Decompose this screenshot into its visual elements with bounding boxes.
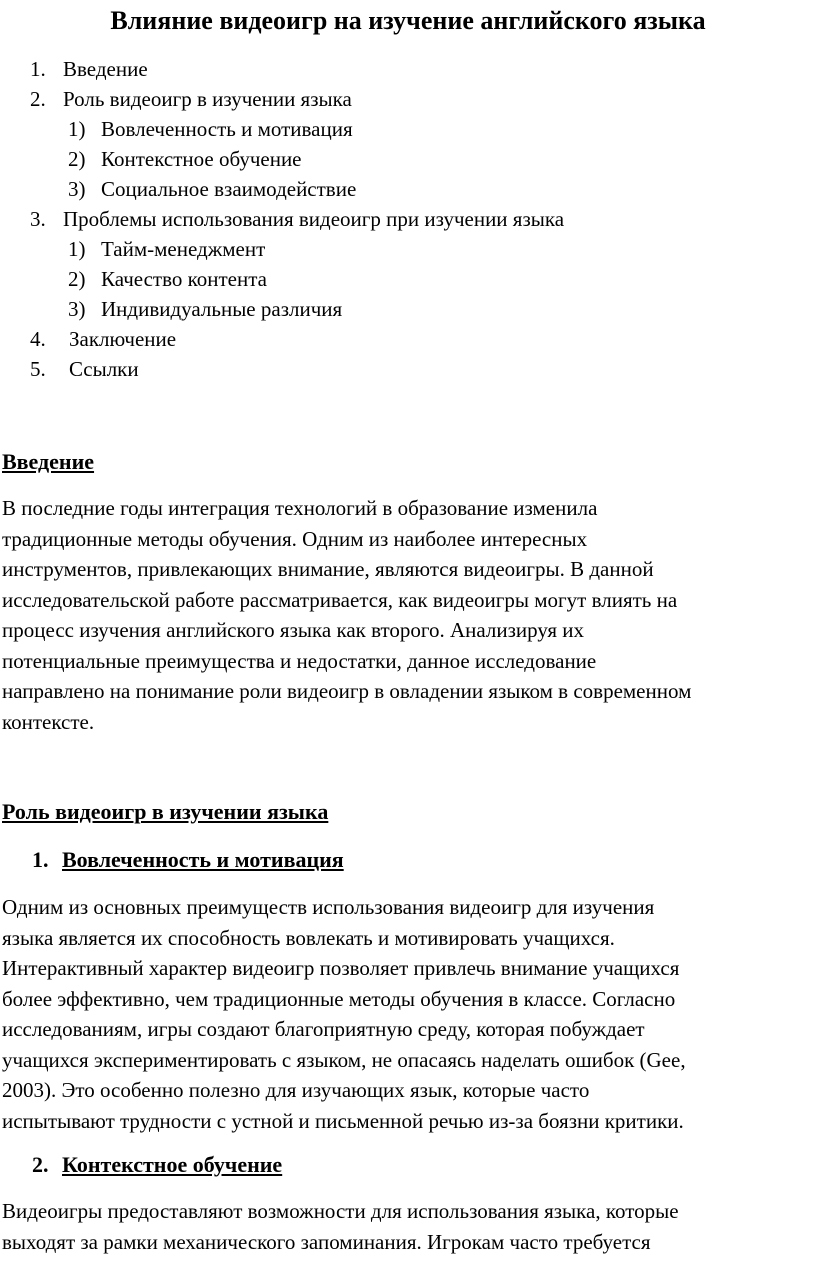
toc-label: Проблемы использования видеоигр при изучении языка <box>63 207 565 231</box>
paragraph-line: потенциальные преимущества и недостатки, данное исследование <box>2 648 597 673</box>
toc-number: 5. <box>30 357 46 381</box>
document-title: Влияние видеоигр на изучение английского языка <box>110 6 706 35</box>
toc-item <box>30 324 176 354</box>
subsection-number: 1. <box>32 847 49 872</box>
toc-number: 4. <box>30 327 46 351</box>
paragraph-line: исследованиям, игры создают благоприятную среду, которая побуждает <box>2 1017 645 1041</box>
engagement-paragraph <box>2 892 814 1136</box>
toc-label: Ссылки <box>69 357 139 381</box>
toc-number: 2) <box>68 147 86 171</box>
toc-number: 1) <box>68 117 86 141</box>
toc-number: 3) <box>68 177 86 201</box>
paragraph-line: Интерактивный характер видеоигр позволяет привлечь внимание учащихся <box>2 956 680 980</box>
paragraph-line: Видеоигры предоставляют возможности для использования языка, которые <box>2 1199 679 1223</box>
toc-subitem <box>68 234 265 264</box>
toc-number: 1. <box>30 57 46 81</box>
paragraph-line: испытывают трудности с устной и письменной речью из-за боязни критики. <box>2 1108 684 1133</box>
section-heading-role: Роль видеоигр в изучении языка <box>2 799 329 824</box>
toc-number: 1) <box>68 237 86 261</box>
paragraph-line: контексте. <box>2 709 95 734</box>
toc-label: Контекстное обучение <box>101 147 302 171</box>
subsection-title: Вовлеченность и мотивация <box>62 847 344 872</box>
paragraph-line: более эффективно, чем традиционные методы обучения в классе. Согласно <box>2 986 676 1011</box>
subsection-heading-context <box>32 1150 282 1180</box>
toc-number: 2) <box>68 267 86 291</box>
toc-item <box>30 54 148 84</box>
toc-subitem <box>68 144 302 174</box>
subsection-heading-engagement <box>32 845 344 875</box>
toc-label: Вовлеченность и мотивация <box>101 117 353 141</box>
toc-item <box>30 204 564 234</box>
paragraph-line: 2003). Это особенно полезно для изучающих язык, которые часто <box>2 1078 590 1102</box>
toc-label: Заключение <box>69 327 177 351</box>
toc-subitem <box>68 294 342 324</box>
section-heading-intro: Введение <box>2 449 95 474</box>
toc-subitem <box>68 114 353 144</box>
subsection-number: 2. <box>32 1152 49 1177</box>
toc-number: 2. <box>30 87 46 111</box>
toc-label: Качество контента <box>101 267 268 291</box>
toc-item <box>30 84 352 114</box>
toc-label: Индивидуальные различия <box>101 297 343 321</box>
paragraph-line: процесс изучения английского языка как второго. Анализируя их <box>2 618 585 642</box>
toc-number: 3. <box>30 207 46 231</box>
toc-label: Роль видеоигр в изучении языка <box>63 87 352 111</box>
toc-subitem <box>68 174 356 204</box>
paragraph-line: инструментов, привлекающих внимание, являются видеоигры. В данной <box>2 557 654 581</box>
paragraph-line: направлено на понимание роли видеоигр в овладении языком в современном <box>2 679 692 703</box>
toc-item <box>30 354 139 384</box>
toc-label: Введение <box>63 57 148 81</box>
subsection-title: Контекстное обучение <box>62 1152 283 1177</box>
paragraph-line: Одним из основных преимуществ использования видеоигр для изучения <box>2 895 655 919</box>
intro-paragraph <box>2 493 814 737</box>
toc-subitem <box>68 264 267 294</box>
paragraph-line: исследовательской работе рассматривается, как видеоигры могут влиять на <box>2 587 678 612</box>
paragraph-line: выходят за рамки механического запоминания. Игрокам часто требуется <box>2 1229 651 1254</box>
toc-label: Тайм-менеджмент <box>101 237 266 261</box>
context-paragraph <box>2 1196 814 1257</box>
toc-number: 3) <box>68 297 86 321</box>
paragraph-line: языка является их способность вовлекать и мотивировать учащихся. <box>2 925 615 950</box>
toc-label: Социальное взаимодействие <box>101 177 357 201</box>
paragraph-line: учащихся экспериментировать с языком, не опасаясь наделать ошибок (Gee, <box>2 1047 686 1072</box>
paragraph-line: традиционные методы обучения. Одним из наиболее интересных <box>2 526 588 551</box>
paragraph-line: В последние годы интеграция технологий в образование изменила <box>2 496 598 520</box>
